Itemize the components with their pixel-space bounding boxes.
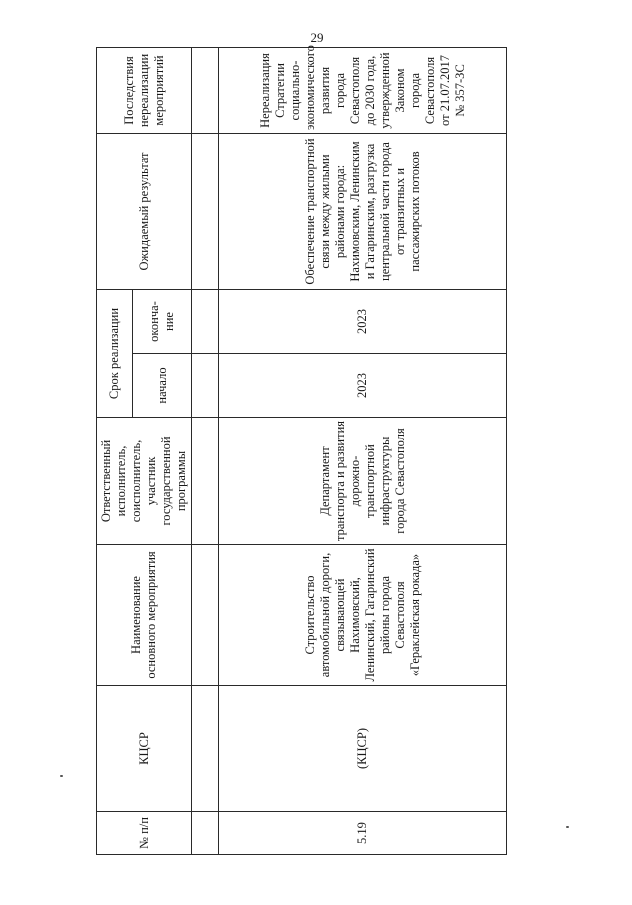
header-result: Ожидаемый результат: [97, 133, 192, 289]
page-number: 29: [310, 30, 324, 45]
row-end: 2023: [219, 289, 507, 353]
spacer-row: [192, 47, 219, 854]
header-period: Срок реализации: [97, 289, 133, 417]
rotated-table-container: [96, 45, 507, 855]
measures-table: [96, 47, 507, 855]
table-row: [219, 47, 507, 854]
header-row: [97, 47, 133, 854]
header-num: № п/п: [97, 812, 192, 855]
row-kcsr: (КЦСР): [219, 686, 507, 812]
header-name: Наименование основного мероприятия: [97, 545, 192, 686]
header-end: оконча-ние: [133, 289, 192, 353]
row-result: Обеспечение транспортной связи между жилыми районами города: Нахимовским, Ленинским и Гагаринским, разгрузка центральной части города от транзитных и пассажирских потоков: [219, 133, 507, 289]
header-responsible: Ответственный исполнитель, соисполнитель, участник государственной программы: [97, 418, 192, 545]
row-name: Строительство автомобильной дороги, связывающей Нахимовский, Ленинский, Гагаринский районы города Севастополя «Гераклейская рокада»: [219, 545, 507, 686]
row-consequences: Нереализация Стратегии социально-экономического развития города Севастополя до 2030 года, утвержденной Законом города Севастополя от 21.07.2017 № 357-ЗС: [219, 47, 507, 133]
row-start: 2023: [219, 354, 507, 418]
scan-speck: [60, 775, 63, 777]
header-kcsr: КЦСР: [97, 686, 192, 812]
scan-speck: [566, 826, 569, 828]
header-start: начало: [133, 354, 192, 418]
row-num: 5.19: [219, 812, 507, 855]
header-consequences: Последствия нереализации мероприятий: [97, 47, 192, 133]
row-responsible: Департамент транспорта и развития дорожно-транспортной инфраструктуры города Севастополя: [219, 418, 507, 545]
